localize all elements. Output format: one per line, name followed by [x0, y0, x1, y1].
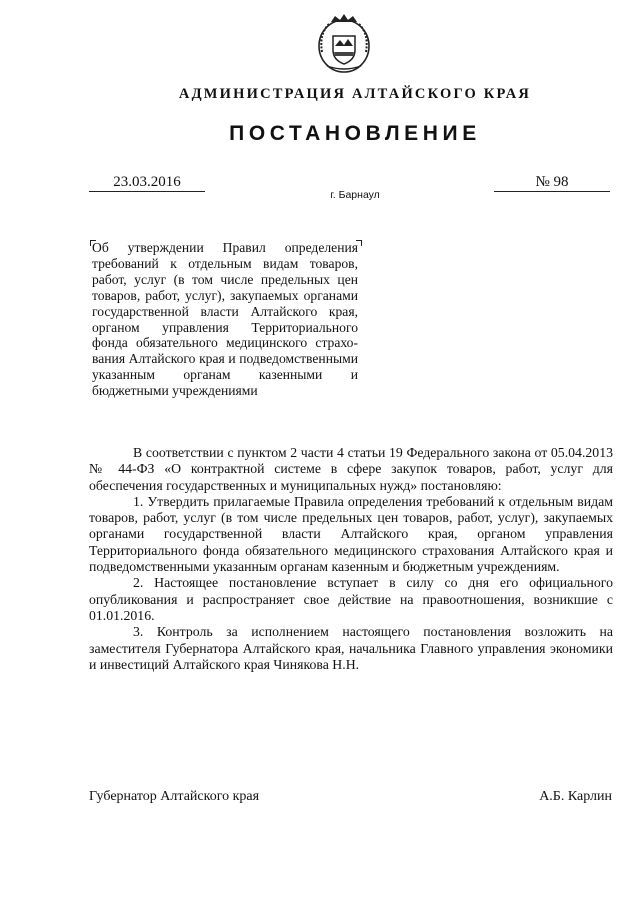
document-date: 23.03.2016: [89, 173, 205, 192]
document-city: г. Барнаул: [330, 189, 380, 201]
document-body: [89, 445, 613, 673]
document-type: ПОСТАНОВЛЕНИЕ: [229, 122, 481, 145]
document-number: № 98: [494, 173, 610, 192]
preamble-paragraph: В соответствии с пунктом 2 части 4 статьи 19 Федерального закона от 05.04.2013 № 44-ФЗ «О контрактной системе в сфере закупок товаров, работ, услуг для обеспечения государственных и муниципальных нужд» постановляю:: [89, 445, 613, 493]
item-paragraph-2: 2. Настоящее постановление вступает в силу со дня его официального опубликования и распространяет свое действие на правоотношения, возникшие с 01.01.2016.: [89, 575, 613, 623]
altai-krai-coat-of-arms-icon: [313, 12, 375, 74]
signatory-title: Губернатор Алтайского края: [89, 789, 260, 804]
organization-name: АДМИНИСТРАЦИЯ АЛТАЙСКОГО КРАЯ: [178, 86, 532, 102]
item-paragraph-3: 3. Контроль за исполнением настоящего постановления возложить на заместителя Губернатора Алтайского края, начальника Главного управления экономики и инвестиций Алтайского края Чинякова Н.Н.: [89, 624, 613, 672]
document-subject: Об утверждении Правил определения требований к отдельным видам товаров, работ, услуг (в том числе предельных цен товаров, работ, услуг), закупаемых органами государственной власти Алтайского края, органом управления Территориального фонда обязательного медицинского страхования Алтайского края и подведомственными указанным органам казенными и бюджетными учреждениями: [92, 240, 358, 399]
signatory-name: А.Б. Карлин: [539, 789, 612, 804]
item-paragraph-1: 1. Утвердить прилагаемые Правила определения требований к отдельным видам товаров, работ, услуг (в том числе предельных цен товаров, работ, услуг), закупаемых органами государственной власти Алтайского края, органом управления Территориального фонда обязательного медицинского страхования Алтайского края и подведомственными указанным органам казенным и бюджетным учреждениям.: [89, 493, 613, 575]
